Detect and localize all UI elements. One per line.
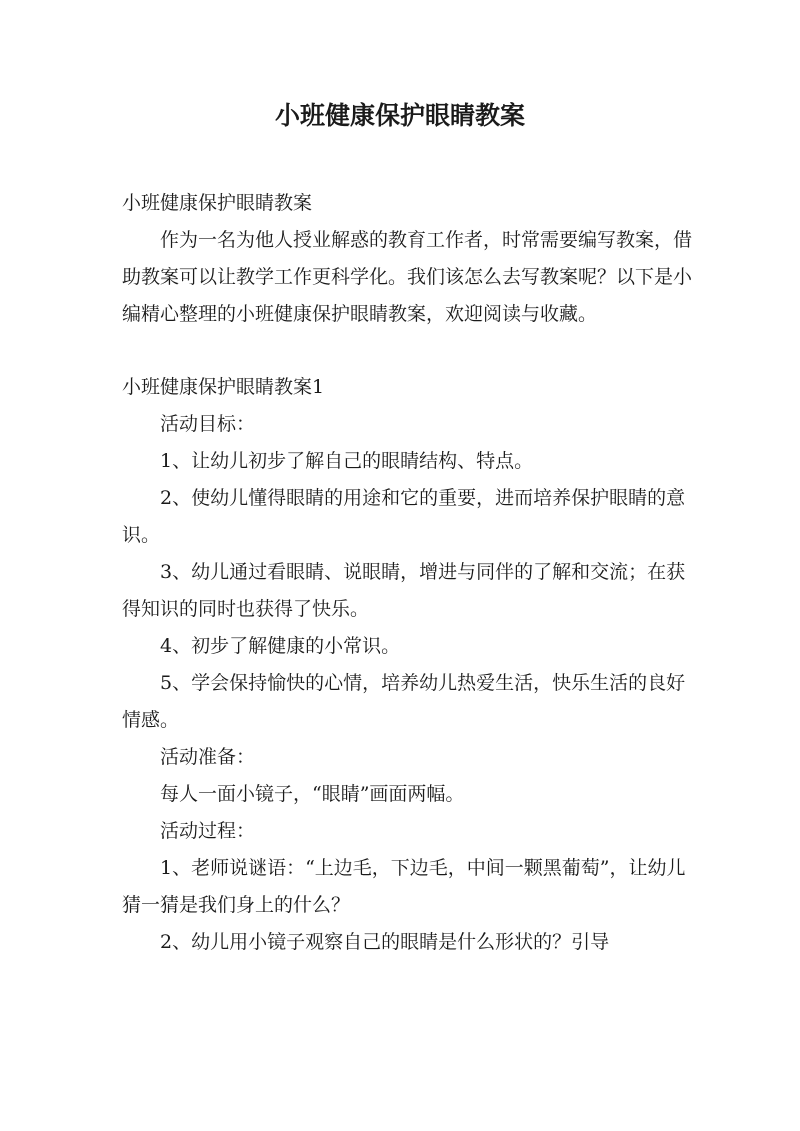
process-item: 2、幼儿用小镜子观察自己的眼睛是什么形状的？引导 xyxy=(160,931,610,953)
document-body xyxy=(122,185,692,961)
process-label: 活动过程： xyxy=(160,820,256,842)
goal-item: 4、初步了解健康的小常识。 xyxy=(160,635,401,657)
goal-item: 2、使幼儿懂得眼睛的用途和它的重要，进而培养保护眼睛的意识。 xyxy=(122,487,686,546)
prep-text: 每人一面小镜子，“眼睛”画面两幅。 xyxy=(160,783,465,805)
section-spacer xyxy=(122,333,692,369)
process-item: 1、老师说谜语：“上边毛，下边毛，中间一颗黑葡萄”，让幼儿猜一猜是我们身上的什么？ xyxy=(122,857,686,916)
goal-item: 5、学会保持愉快的心情，培养幼儿热爱生活，快乐生活的良好情感。 xyxy=(122,672,686,731)
prep-label: 活动准备： xyxy=(160,746,256,768)
intro-paragraph: 作为一名为他人授业解惑的教育工作者，时常需要编写教案，借助教案可以让教学工作更科学化。我们该怎么去写教案呢？以下是小编精心整理的小班健康保护眼睛教案，欢迎阅读与收藏。 xyxy=(122,229,693,325)
goal-item: 3、幼儿通过看眼睛、说眼睛，增进与同伴的了解和交流；在获得知识的同时也获得了快乐。 xyxy=(122,561,686,620)
intro-heading: 小班健康保护眼睛教案 xyxy=(122,192,313,214)
section-heading: 小班健康保护眼睛教案1 xyxy=(122,376,325,398)
goal-label: 活动目标： xyxy=(160,413,256,435)
document-title: 小班健康保护眼睛教案 xyxy=(274,101,525,130)
goal-item: 1、让幼儿初步了解自己的眼睛结构、特点。 xyxy=(160,450,534,472)
